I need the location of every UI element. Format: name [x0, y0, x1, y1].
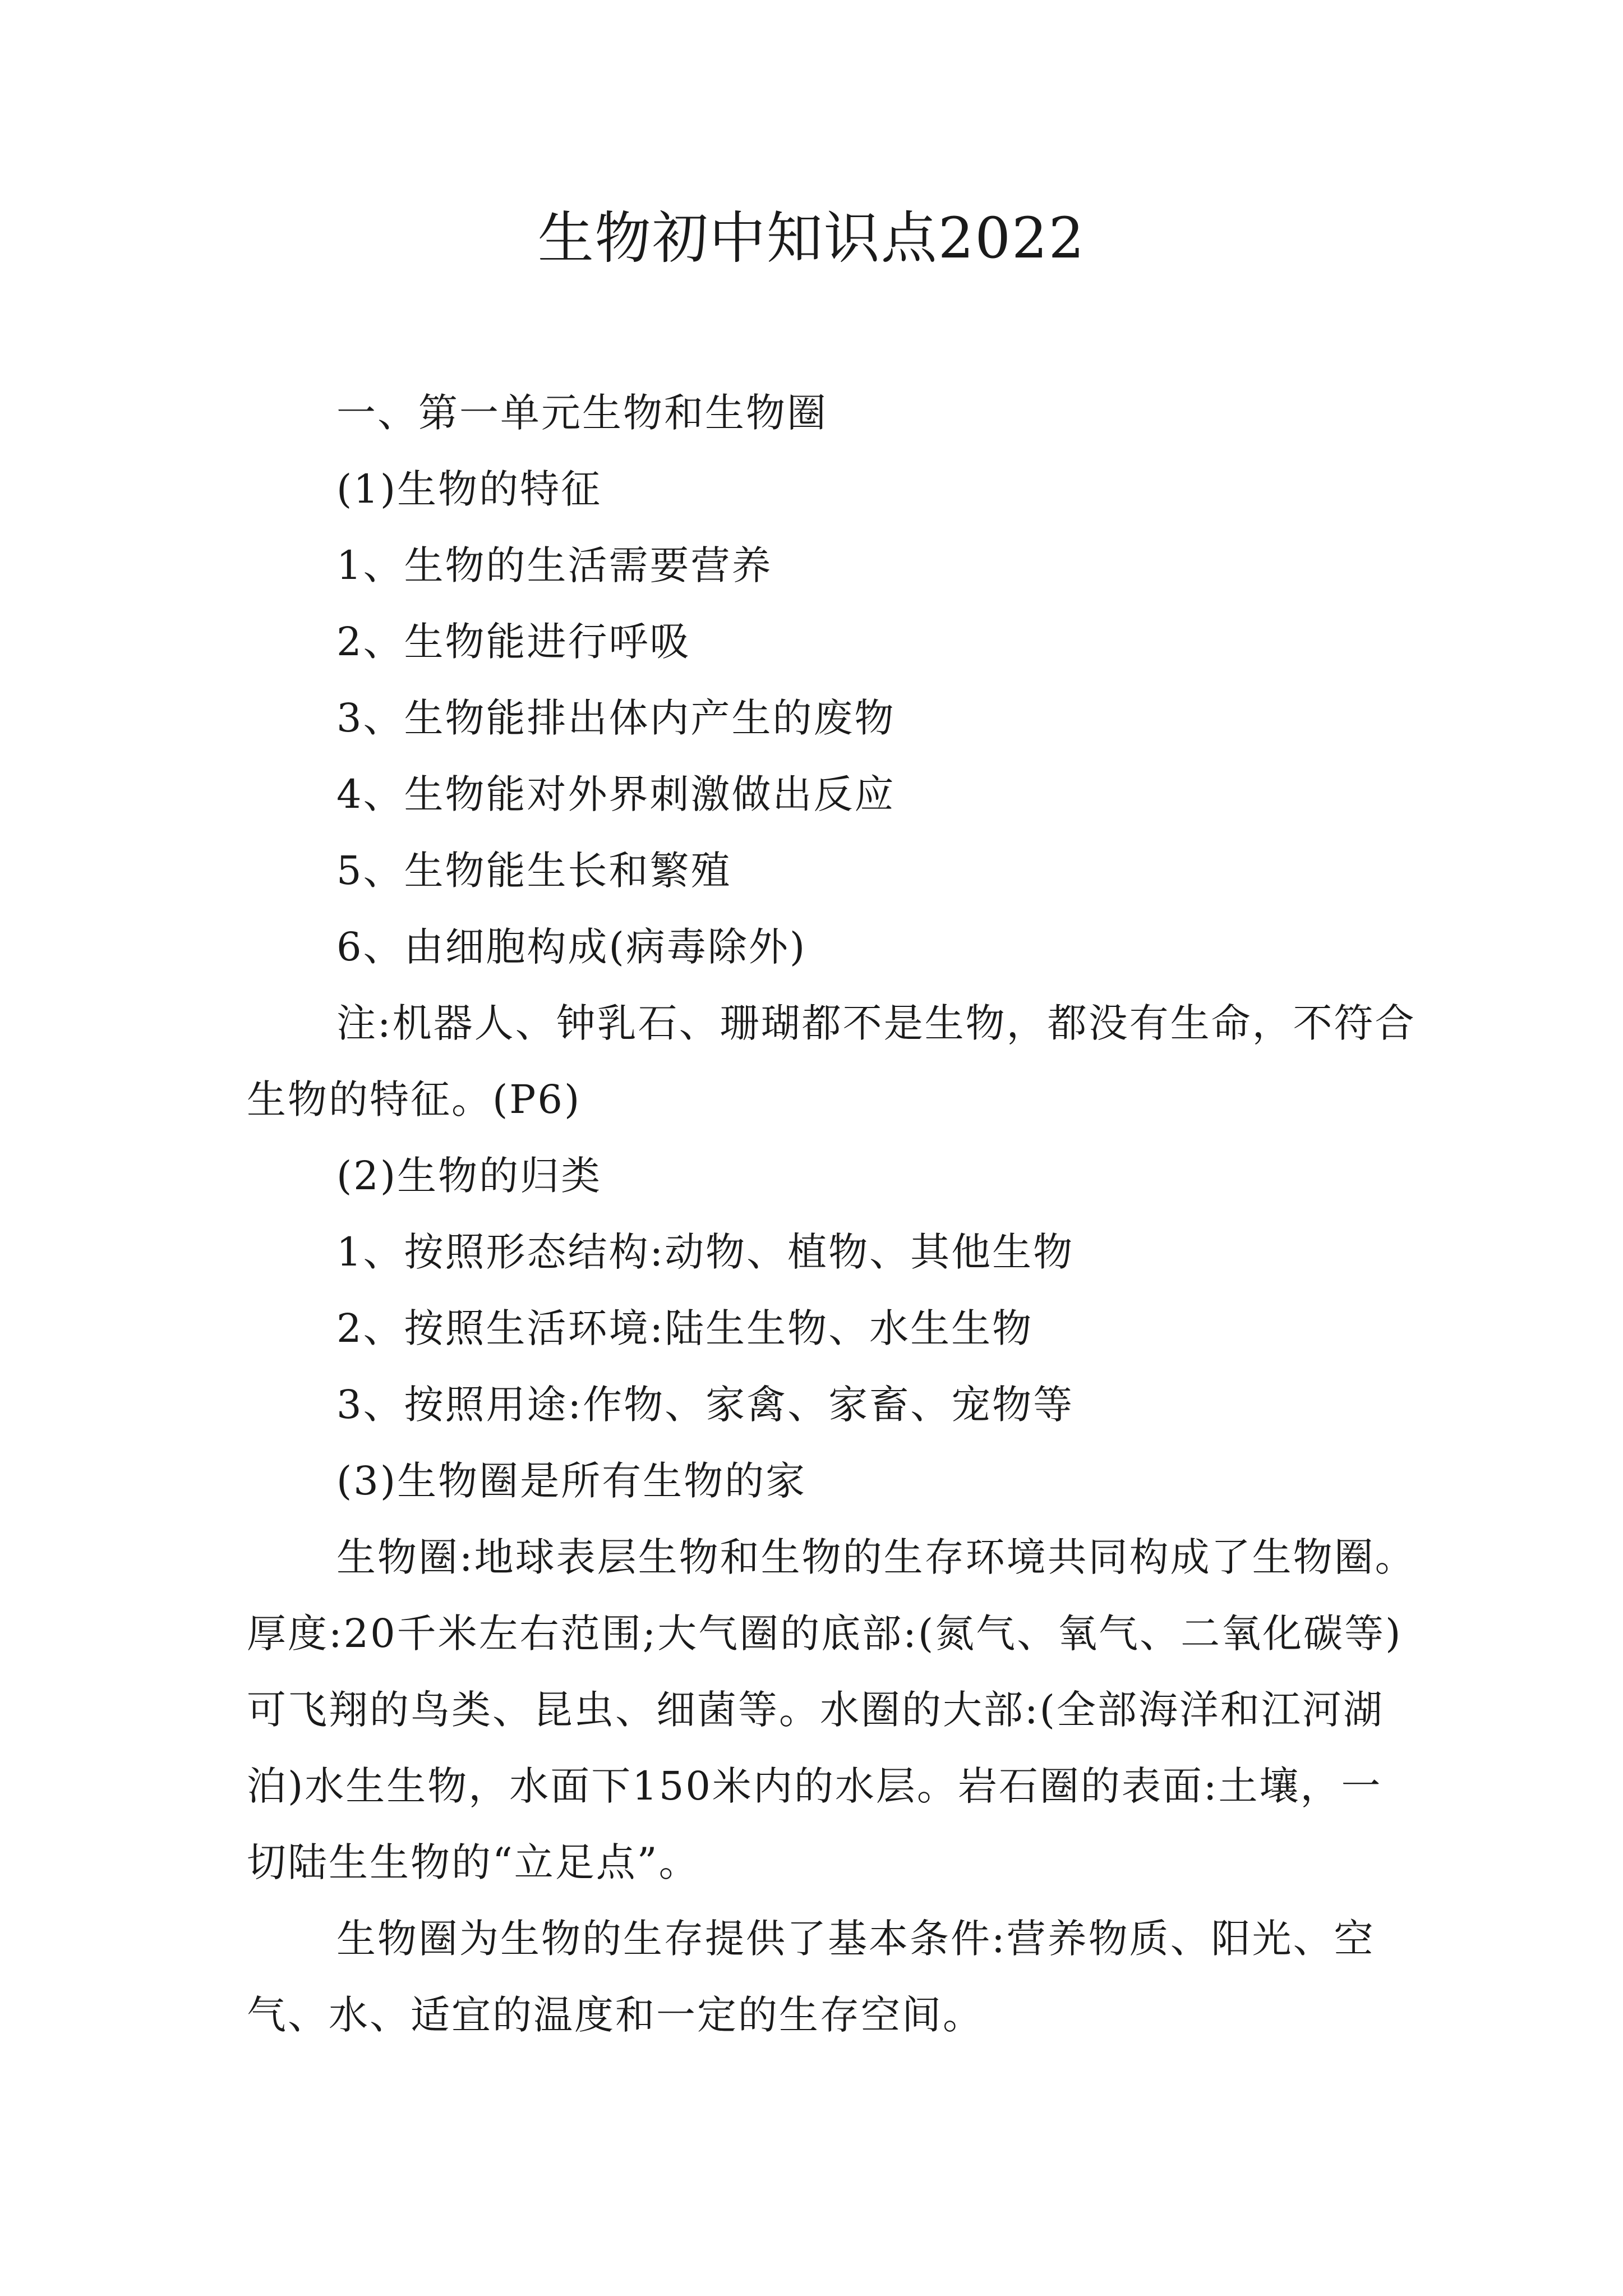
subsection-heading: (1)生物的特征	[336, 466, 602, 512]
list-item: 4、生物能对外界刺激做出反应	[336, 771, 896, 817]
list-item: 3、按照用途:作物、家禽、家畜、宠物等	[336, 1382, 1075, 1428]
body-paragraph: 生物圈:地球表层生物和生物的生存环境共同构成了生物圈。厚度:20千米左右范围;大气圈的底部:(氮气、氧气、二氧化碳等)可飞翔的鸟类、昆虫、细菌等。水圈的大部:(全部海洋和江河湖泊)水生生物，水面下150米内的水层。岩石圈的表面:土壤，一切陆生生物的“立足点”。	[247, 1534, 1416, 1885]
note-paragraph: 注:机器人、钟乳石、珊瑚都不是生物，都没有生命，不符合生物的特征。(P6)	[247, 1000, 1416, 1122]
list-item: 5、生物能生长和繁殖	[336, 848, 732, 894]
list-item: 2、生物能进行呼吸	[336, 619, 691, 665]
body-paragraph: 生物圈为生物的生存提供了基本条件:营养物质、阳光、空气、水、适宜的温度和一定的生存空间。	[247, 1916, 1375, 2038]
document-title: 生物初中知识点2022	[537, 205, 1086, 271]
subsection-heading: (2)生物的归类	[336, 1153, 602, 1199]
list-item: 6、由细胞构成(病毒除外)	[336, 924, 807, 970]
subsection-heading: (3)生物圈是所有生物的家	[336, 1458, 807, 1504]
list-item: 2、按照生活环境:陆生生物、水生生物	[336, 1305, 1034, 1351]
list-item: 3、生物能排出体内产生的废物	[336, 695, 896, 741]
document-body	[247, 375, 1419, 2053]
section-heading: 一、第一单元生物和生物圈	[336, 390, 828, 436]
list-item: 1、生物的生活需要营养	[336, 542, 773, 588]
list-item: 1、按照形态结构:动物、植物、其他生物	[336, 1229, 1075, 1275]
